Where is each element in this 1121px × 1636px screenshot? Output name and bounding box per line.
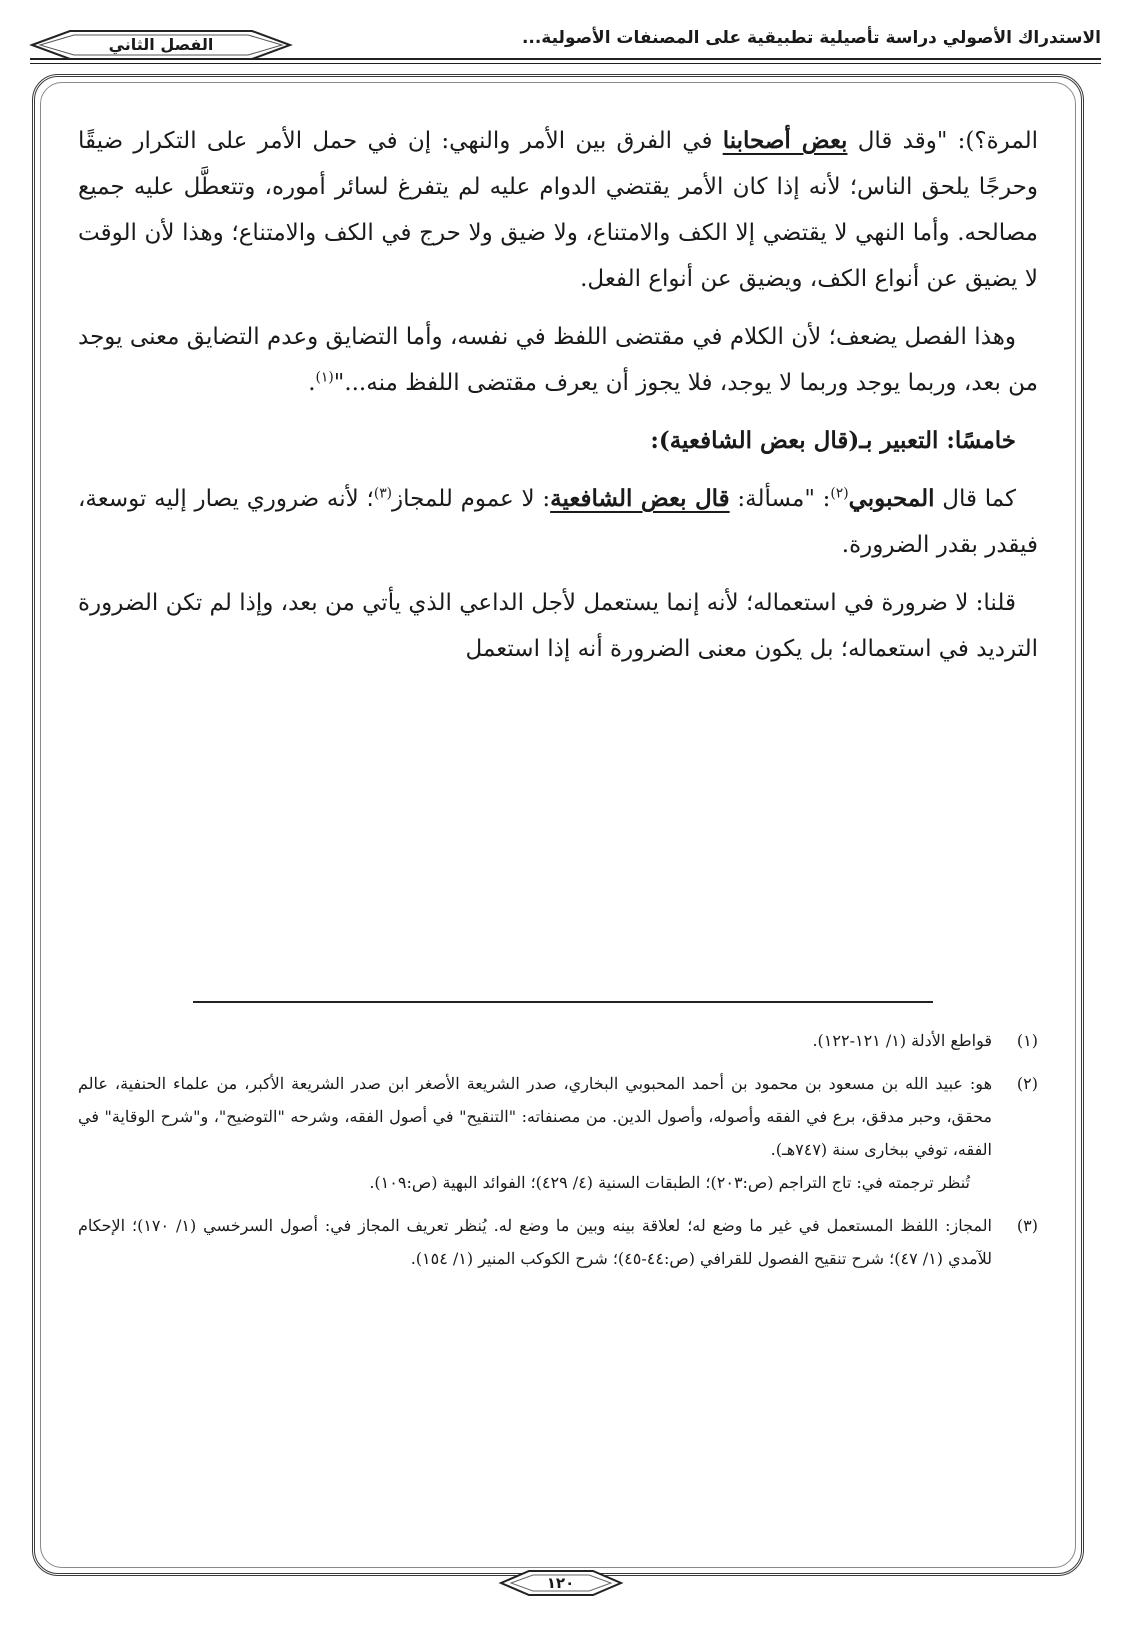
footnote: [78, 1024, 1038, 1057]
paragraph-2: [78, 314, 1038, 406]
paragraph-3: [78, 476, 1038, 568]
footnote-text: المجاز: اللفظ المستعمل في غير ما وضع له؛ لعلاقة بينه وبين ما وضع له. يُنظر تعريف المجاز في: أصول السرخسي (١/ ١٧٠)؛ الإحكام للآمدي (١/ ٤٧)؛ شرح تنقيح الفصول للقرافي (ص:٤٤-٤٥)؛ شرح الكوكب المنير (١/ ١٥٤).: [78, 1216, 992, 1268]
p1-lead: المرة؟): "وقد قال: [847, 128, 1039, 154]
p1-rest: في الفرق بين الأمر والنهي: إن في حمل الأمر على التكرار ضيقًا وحرجًا يلحق الناس؛ لأنه إذا كان الأمر يقتضي الدوام عليه لم يتفرغ لسائر أموره، وتتعطَّل عليه جميع مصالحه. وأما النهي لا يقتضي إلا الكف والامتناع، ولا ضيق ولا حرج في الكف والامتناع؛ وهذا لأن الوقت لا يضيق عن أنواع الكف، ويضيق عن أنواع الفعل.: [78, 128, 1038, 292]
page-number: ١٢٠: [546, 1574, 575, 1592]
p3-mid2: : لا عموم للمجاز: [392, 486, 551, 512]
footnote-text: هو: عبيد الله بن مسعود بن محمود بن أحمد المحبوبي البخاري، صدر الشريعة الأصغر ابن صدر الشريعة الأكبر، من علماء الحنفية، عالم محقق، وحبر مدقق، برع في الفقه وأصوله، وأصول الدين. من مصنفاته: "التنقيح" في أصول الفقه، وشرحه "التوضيح"، و"شرح الوقاية" في الفقه، توفي ببخارى سنة (٧٤٧هـ).: [78, 1074, 993, 1159]
p2-end: .: [308, 370, 316, 396]
p3-rest: ؛ لأنه ضروري يصار إليه توسعة، فيقدر بقدر الضرورة.: [78, 486, 1038, 558]
running-title: الاستدراك الأصولي دراسة تأصيلية تطبيقية على المصنفات الأصولية...: [521, 28, 1101, 48]
header-rule: [30, 58, 1101, 60]
footnotes: [78, 1024, 1038, 1285]
chapter-label: الفصل الثاني: [108, 35, 214, 54]
section-heading: خامسًا: التعبير بـ(قال بعض الشافعية):: [650, 427, 1016, 454]
chapter-tab: [30, 28, 292, 62]
p3-lead: كما قال: [934, 486, 1016, 512]
footnote-ref-2[interactable]: (٢): [830, 485, 849, 502]
p2-text: وهذا الفصل يضعف؛ لأن الكلام في مقتضى اللفظ في نفسه، وأما التضايق وعدم التضايق معنى يوجد من بعد، وربما يوجد وربما لا يوجد، فلا يجوز أن يعرف مقتضى اللفظ منه...": [78, 324, 1038, 396]
paragraph-1: [78, 118, 1038, 302]
footnote-text: قواطع الأدلة (١/ ١٢١-١٢٢).: [812, 1031, 992, 1050]
page-number-badge: [499, 1568, 623, 1598]
footnote-continuation: تُنظر ترجمته في: تاج التراجم (ص:٢٠٣)؛ الطبقات السنية (٤/ ٤٢٩)؛ الفوائد البهية (ص:١٠٩).: [369, 1173, 970, 1192]
main-text: [78, 118, 1038, 684]
footnote-ref-3[interactable]: (٣): [373, 485, 393, 502]
footnote-number: (١): [1016, 1031, 1038, 1050]
footnote-number: (٣): [1016, 1216, 1038, 1235]
p3-emphasis: قال بعض الشافعية: [550, 485, 730, 512]
paragraph-4: قلنا: لا ضرورة في استعماله؛ لأنه إنما يستعمل لأجل الداعي الذي يأتي من بعد، وإذا لم تكن الضرورة الترديد في استعماله؛ بل يكون معنى الضرورة أنه إذا استعمل: [78, 590, 1038, 662]
header-rule-thin: [30, 63, 1101, 64]
footnote-separator: [193, 1001, 933, 1003]
footnote-ref-1[interactable]: (١): [315, 369, 334, 386]
p3-mid: : "مسألة:: [729, 486, 831, 512]
footnote: [78, 1067, 1038, 1166]
footnote: [78, 1209, 1038, 1275]
p1-emphasis: بعض أصحابنا: [722, 127, 848, 154]
footnote-number: (٢): [1016, 1074, 1038, 1093]
p3-name: المحبوبي: [848, 485, 935, 512]
